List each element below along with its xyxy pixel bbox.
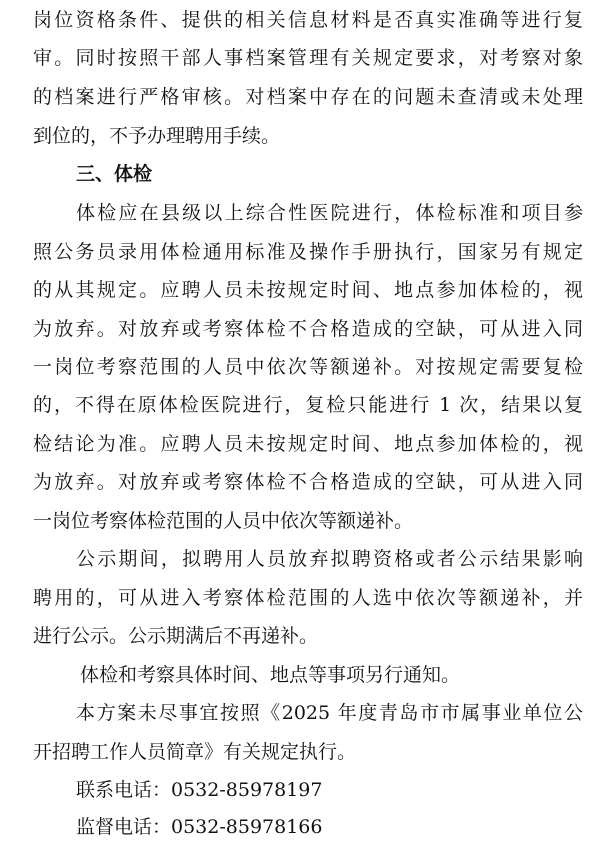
paragraph-line: 的档案进行严格审核。对档案中存在的问题未查清或未处理 (33, 86, 583, 108)
paragraph-line: 聘用的，可从进入考察体检范围的人选中依次等额递补，并 (33, 587, 583, 609)
paragraph-line: 审。同时按照干部人事档案管理有关规定要求，对考察对象 (33, 47, 583, 69)
paragraph-line: 为放弃。对放弃或考察体检不合格造成的空缺，可从进入同 (33, 471, 583, 493)
paragraph-line: 照公务员录用体检通用标准及操作手册执行，国家另有规定 (33, 241, 583, 263)
paragraph-line: 公示期间，拟聘用人员放弃拟聘资格或者公示结果影响 (76, 548, 583, 570)
supervision-phone: 监督电话：0532-85978166 (76, 816, 323, 838)
paragraph-line: 为放弃。对放弃或考察体检不合格造成的空缺，可从进入同 (33, 318, 583, 340)
paragraph-line: 的从其规定。应聘人员未按规定时间、地点参加体检的，视 (33, 279, 583, 301)
paragraph-line: 岗位资格条件、提供的相关信息材料是否真实准确等进行复 (33, 9, 583, 31)
paragraph-line: 的，不得在原体检医院进行，复检只能进行 1 次，结果以复 (33, 394, 583, 416)
paragraph-line: 到位的，不予办理聘用手续。 (33, 125, 281, 147)
paragraph-line: 本方案未尽事宜按照《2025 年度青岛市市属事业单位公 (76, 702, 583, 724)
paragraph-line: 进行公示。公示期满后不再递补。 (33, 625, 319, 647)
paragraph-line: 开招聘工作人员简章》有关规定执行。 (33, 741, 357, 763)
paragraph-line: 一岗位考察体检范围的人员中依次等额递补。 (33, 510, 414, 532)
paragraph-line: 体检应在县级以上综合性医院进行，体检标准和项目参 (76, 202, 583, 224)
contact-phone: 联系电话：0532-85978197 (76, 779, 323, 801)
section-heading: 三、体检 (76, 163, 153, 185)
paragraph-line: 检结论为准。应聘人员未按规定时间、地点参加体检的，视 (33, 433, 583, 455)
paragraph-line: 体检和考察具体时间、地点等事项另行通知。 (80, 664, 461, 686)
paragraph-line: 一岗位考察范围的人员中依次等额递补。对按规定需要复检 (33, 356, 583, 378)
